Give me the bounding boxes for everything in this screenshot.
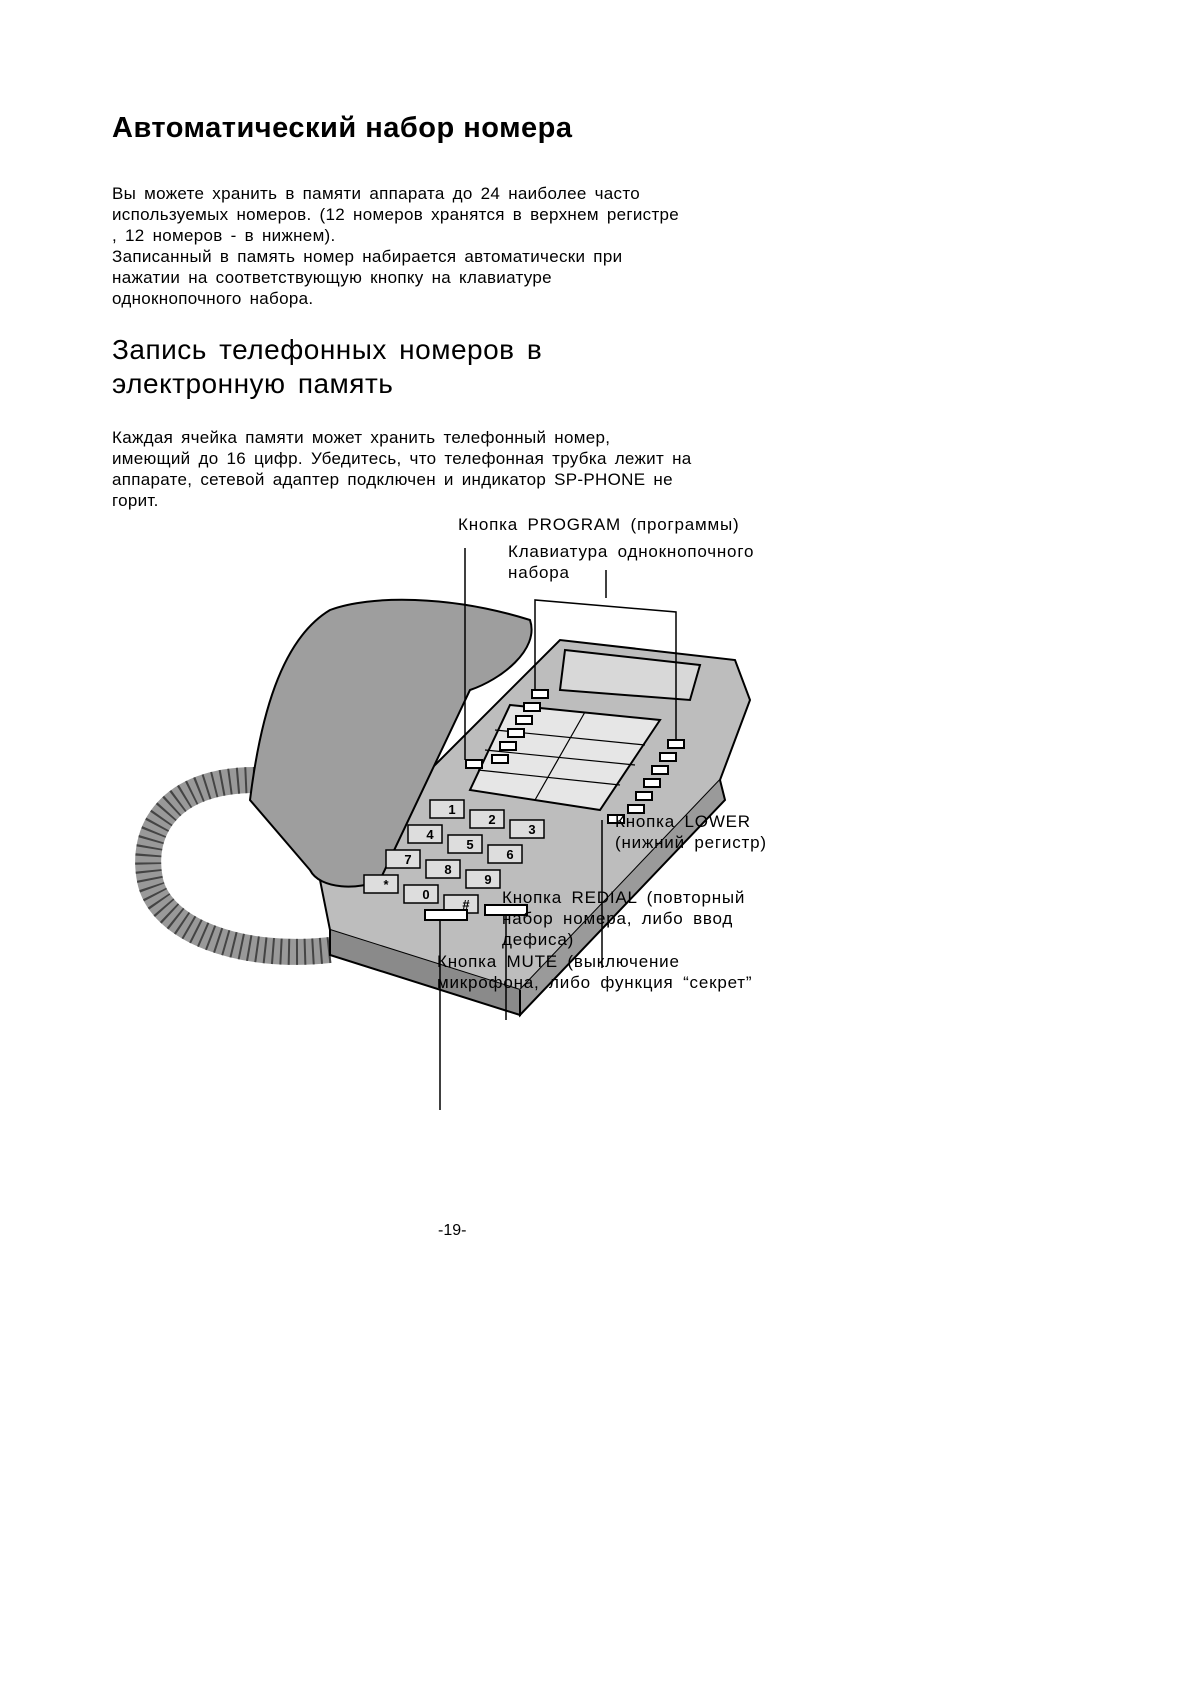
- callout-program: [458, 514, 739, 535]
- callout-lower: [615, 811, 767, 853]
- callout-text: Кнопка LOWER: [615, 812, 751, 831]
- text-line: Записанный в память номер набирается автоматически при: [112, 247, 623, 266]
- mute-button: [425, 910, 467, 920]
- key-label: 2: [488, 812, 496, 827]
- page-number: -19-: [438, 1222, 467, 1239]
- callout-redial: [502, 887, 745, 950]
- key-label: 9: [484, 872, 492, 887]
- text-line: Вы можете хранить в памяти аппарата до 24 наиболее часто: [112, 184, 640, 203]
- key-label: 1: [448, 802, 456, 817]
- callout-text: Кнопка MUTE (выключение: [437, 952, 680, 971]
- text-line: используемых номеров. (12 номеров хранятся в верхнем регистре: [112, 205, 680, 224]
- text-line: Каждая ячейка памяти может хранить телефонный номер,: [112, 428, 611, 447]
- key-label: 8: [444, 862, 452, 877]
- callout-text: микрофона, либо функция “секрет”: [437, 973, 753, 992]
- key-label: 4: [426, 827, 434, 842]
- key-label: 3: [528, 822, 536, 837]
- callout-text: Клавиатура однокнопочного: [508, 542, 755, 561]
- callout-text: дефиса): [502, 930, 575, 949]
- key-label: #: [462, 897, 470, 912]
- text-line: , 12 номеров - в нижнем).: [112, 226, 336, 245]
- text-line: нажатии на соответствующую кнопку на клавиатуре: [112, 268, 552, 287]
- text-line: однокнопочного набора.: [112, 289, 314, 308]
- key-label: 5: [466, 837, 474, 852]
- text-line: имеющий до 16 цифр. Убедитесь, что телефонная трубка лежит на: [112, 449, 692, 468]
- section-title: Автоматический набор номера: [112, 112, 573, 144]
- callout-text: Кнопка PROGRAM (программы): [458, 515, 740, 534]
- title-line: Запись телефонных номеров в: [112, 334, 543, 365]
- callout-text: Кнопка REDIAL (повторный: [502, 888, 746, 907]
- title-line: электронную память: [112, 368, 394, 399]
- text-line: горит.: [112, 491, 159, 510]
- callout-text: набора: [508, 563, 570, 582]
- callout-keypad: [508, 541, 754, 583]
- key-label: 0: [422, 887, 430, 902]
- callout-mute: [437, 951, 752, 993]
- text-line: аппарате, сетевой адаптер подключен и индикатор SP-PHONE не: [112, 470, 673, 489]
- key-label: 7: [404, 852, 412, 867]
- key-label: 6: [506, 847, 514, 862]
- callout-text: набор номера, либо ввод: [502, 909, 734, 928]
- program-button: [466, 760, 482, 768]
- callout-text: (нижний регистр): [615, 833, 767, 852]
- key-label: *: [383, 877, 389, 892]
